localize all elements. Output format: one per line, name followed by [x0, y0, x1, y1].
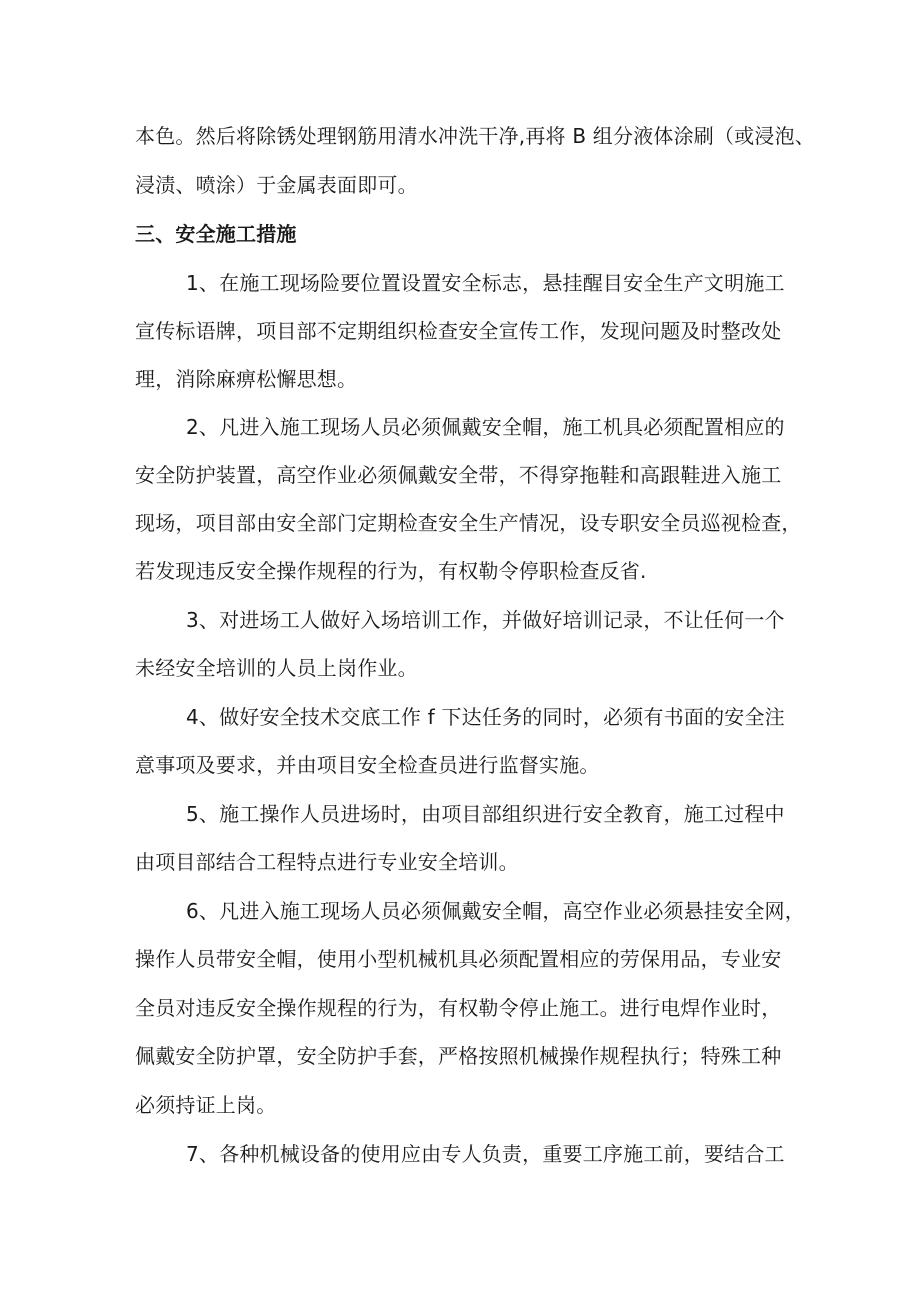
paragraph-line: 4、做好安全技术交底工作 f 下达任务的同时，必须有书面的安全注 — [186, 705, 785, 729]
paragraph-line: 由项目部结合工程特点进行专业安全培训。 — [135, 850, 519, 874]
paragraph-line: 2、凡进入施工现场人员必须佩戴安全帽，施工机具必须配置相应的 — [186, 415, 785, 439]
paragraph-line: 现场，项目部由安全部门定期检查安全生产情况，设专职安全员巡视检查， — [135, 511, 802, 535]
paragraph-line: 本色。然后将除锈处理钢筋用清水冲洗干净,再将 B 组分液体涂刷（或浸泡、 — [135, 124, 815, 148]
paragraph-line: 若发现违反安全操作规程的行为，有权勒令停职检查反省. — [135, 559, 647, 583]
paragraph-line: 佩戴安全防护罩，安全防护手套，严格按照机械操作规程执行；特殊工种 — [135, 1044, 782, 1068]
paragraph-line: 1、在施工现场险要位置设置安全标志，悬挂醒目安全生产文明施工 — [186, 271, 785, 295]
paragraph-line: 全员对违反安全操作规程的行为，有权勒令停止施工。进行电焊作业时， — [135, 996, 782, 1020]
paragraph-line: 5、施工操作人员进场时，由项目部组织进行安全教育，施工过程中 — [186, 802, 785, 826]
paragraph-line: 意事项及要求，并由项目安全检查员进行监督实施。 — [135, 753, 600, 777]
paragraph-line: 7、各种机械设备的使用应由专人负责，重要工序施工前，要结合工 — [186, 1142, 785, 1166]
paragraph-line: 理，消除麻痹松懈思想。 — [135, 367, 358, 391]
paragraph-line: 浸渍、喷涂）于金属表面即可。 — [135, 173, 418, 197]
paragraph-line: 6、凡进入施工现场人员必须佩戴安全帽，高空作业必须悬挂安全网， — [186, 899, 805, 923]
paragraph-line: 3、对进场工人做好入场培训工作，并做好培训记录，不让任何一个 — [186, 608, 785, 632]
paragraph-line: 操作人员带安全帽，使用小型机械机具必须配置相应的劳保用品，专业安 — [135, 947, 782, 971]
paragraph-line: 未经安全培训的人员上岗作业。 — [135, 656, 418, 680]
section-heading: 三、安全施工措施 — [135, 222, 297, 246]
paragraph-line: 必须持证上岗。 — [135, 1093, 277, 1117]
paragraph-line: 安全防护装置，高空作业必须佩戴安全带，不得穿拖鞋和高跟鞋进入施工 — [135, 463, 782, 487]
paragraph-line: 宣传标语牌，项目部不定期组织检查安全宣传工作，发现问题及时整改处 — [135, 319, 782, 343]
